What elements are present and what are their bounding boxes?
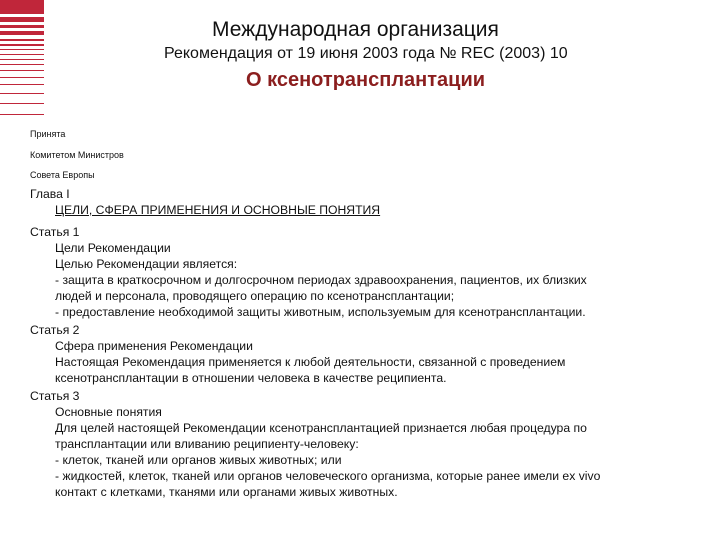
article3-item2-line1: - жидкостей, клеток, тканей или органов человеческого организма, которые ранее имели ex vivo [55, 469, 601, 483]
document-body [30, 186, 710, 500]
article2-title: Сфера применения Рекомендации [55, 339, 253, 353]
article3-text-line2: трансплантации или вливанию реципиенту-человеку: [55, 437, 359, 451]
article2-text-line2: ксенотрансплантации в отношении человека в качестве реципиента. [55, 371, 447, 385]
article3-item2-line2: контакт с клетками, тканями или органами живых животных. [55, 485, 398, 499]
article1-label: Статья 1 [30, 225, 80, 239]
article3-item1: - клеток, тканей или органов живых животных; или [55, 453, 342, 467]
article3-text-line1: Для целей настоящей Рекомендации ксенотрансплантацией признается любая процедура по [55, 421, 587, 435]
adopted-line-1: Принята [30, 129, 66, 139]
article1-intro: Целью Рекомендации является: [55, 257, 238, 271]
article1-title: Цели Рекомендации [55, 241, 171, 255]
chapter-title: ЦЕЛИ, СФЕРА ПРИМЕНЕНИЯ И ОСНОВНЫЕ ПОНЯТИЯ [55, 203, 381, 217]
adopted-line-3: Совета Европы [30, 170, 95, 180]
article1-item1-line1: - защита в краткосрочном и долгосрочном периодах здравоохранения, пациентов, их близких [55, 273, 587, 287]
topic-title: О ксенотрансплантации [246, 69, 486, 91]
recommendation-subtitle: Рекомендация от 19 июня 2003 года № REC (2003) 10 [164, 45, 568, 62]
article3-title: Основные понятия [55, 405, 162, 419]
article3-label: Статья 3 [30, 389, 80, 403]
article1-item1-line2: людей и персонала, проводящего операцию по ксенотрансплантации; [55, 289, 455, 303]
organization-title: Международная организация [212, 18, 499, 41]
decorative-stripes [0, 0, 46, 120]
article1-item2: - предоставление необходимой защиты животным, используемым для ксенотрансплантации. [55, 305, 586, 319]
chapter-label: Глава I [30, 187, 70, 201]
article2-text-line1: Настоящая Рекомендация применяется к любой деятельности, связанной с проведением [55, 355, 566, 369]
article2-label: Статья 2 [30, 323, 80, 337]
adopted-line-2: Комитетом Министров [30, 150, 124, 160]
